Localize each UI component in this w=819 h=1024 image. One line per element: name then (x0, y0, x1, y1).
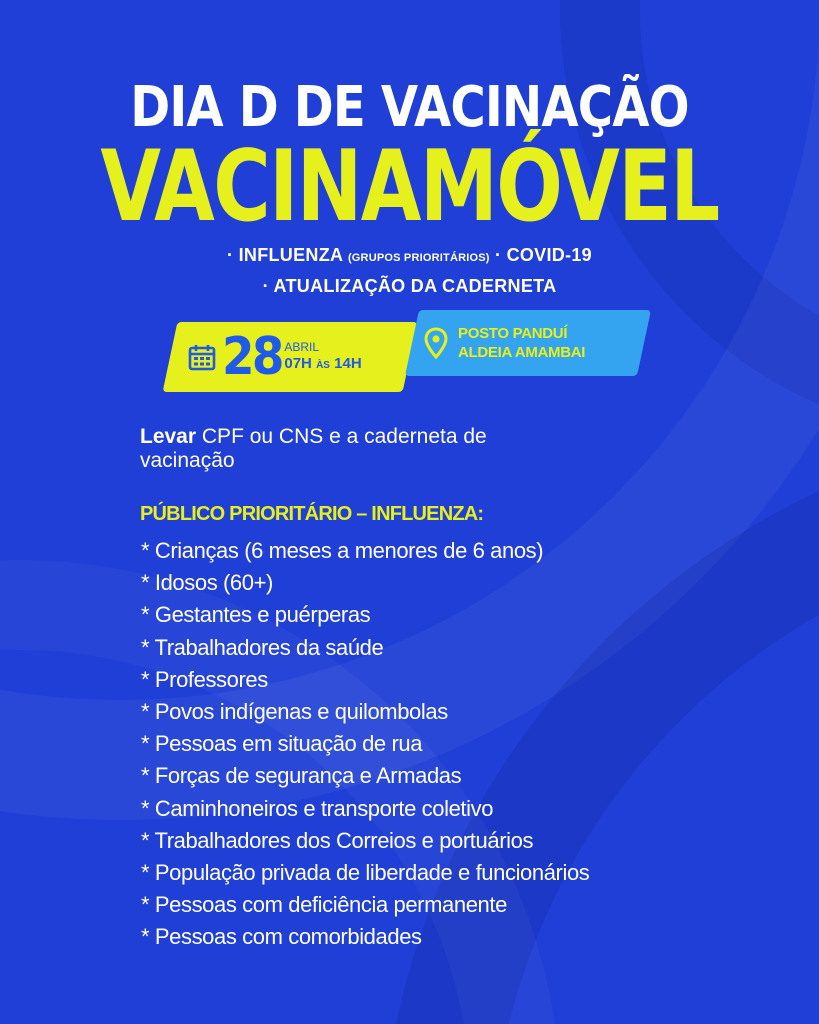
event-time: 07H ÀS 14H (284, 355, 362, 372)
vaccine-influenza-note: (GRUPOS PRIORITÁRIOS) (347, 252, 490, 264)
list-item: * Pessoas com deficiência permanente (141, 892, 507, 918)
event-day: 28 (222, 327, 282, 387)
list-item: * Povos indígenas e quilombolas (141, 699, 448, 725)
title-line1: DIA D DE VACINAÇÃO (130, 75, 689, 140)
list-item: * População privada de liberdade e funcionários (141, 860, 590, 886)
list-item: * Caminhoneiros e transporte coletivo (141, 795, 494, 821)
list-item: * Gestantes e puérperas (141, 602, 371, 628)
list-item: * Professores (141, 666, 268, 692)
calendar-icon (188, 343, 216, 371)
list-item: * Forças de segurança e Armadas (141, 763, 462, 789)
list-item: * Trabalhadores da saúde (141, 634, 384, 660)
event-month: ABRIL (284, 340, 320, 354)
location-line1: POSTO PANDUÍ (458, 325, 568, 342)
requirements-bold: Levar (140, 425, 197, 448)
list-item: * Pessoas com comorbidades (141, 924, 422, 950)
vaccines-list (0, 241, 819, 300)
location-badge (424, 310, 644, 376)
location-line2: ALDEIA AMAMBAI (458, 344, 586, 361)
list-item: * Pessoas em situação de rua (141, 731, 423, 757)
date-badge (182, 322, 412, 392)
vaccine-caderneta: · ATUALIZAÇÃO DA CADERNETA (262, 276, 557, 296)
list-item: * Idosos (60+) (141, 570, 273, 596)
list-item: * Trabalhadores dos Correios e portuários (141, 827, 534, 853)
location-pin-icon (424, 327, 448, 359)
vaccine-influenza: · INFLUENZA (227, 245, 343, 265)
vaccine-covid: · COVID-19 (494, 245, 592, 265)
priority-list (141, 535, 801, 954)
list-item: * Crianças (6 meses a menores de 6 anos) (141, 538, 544, 563)
requirements-text (140, 425, 540, 473)
priority-title: PÚBLICO PRIORITÁRIO – INFLUENZA: (140, 503, 484, 525)
requirements-body: CPF ou CNS e a caderneta de vacinação (140, 425, 487, 472)
title-line2: VACINAMÓVEL (100, 130, 719, 244)
